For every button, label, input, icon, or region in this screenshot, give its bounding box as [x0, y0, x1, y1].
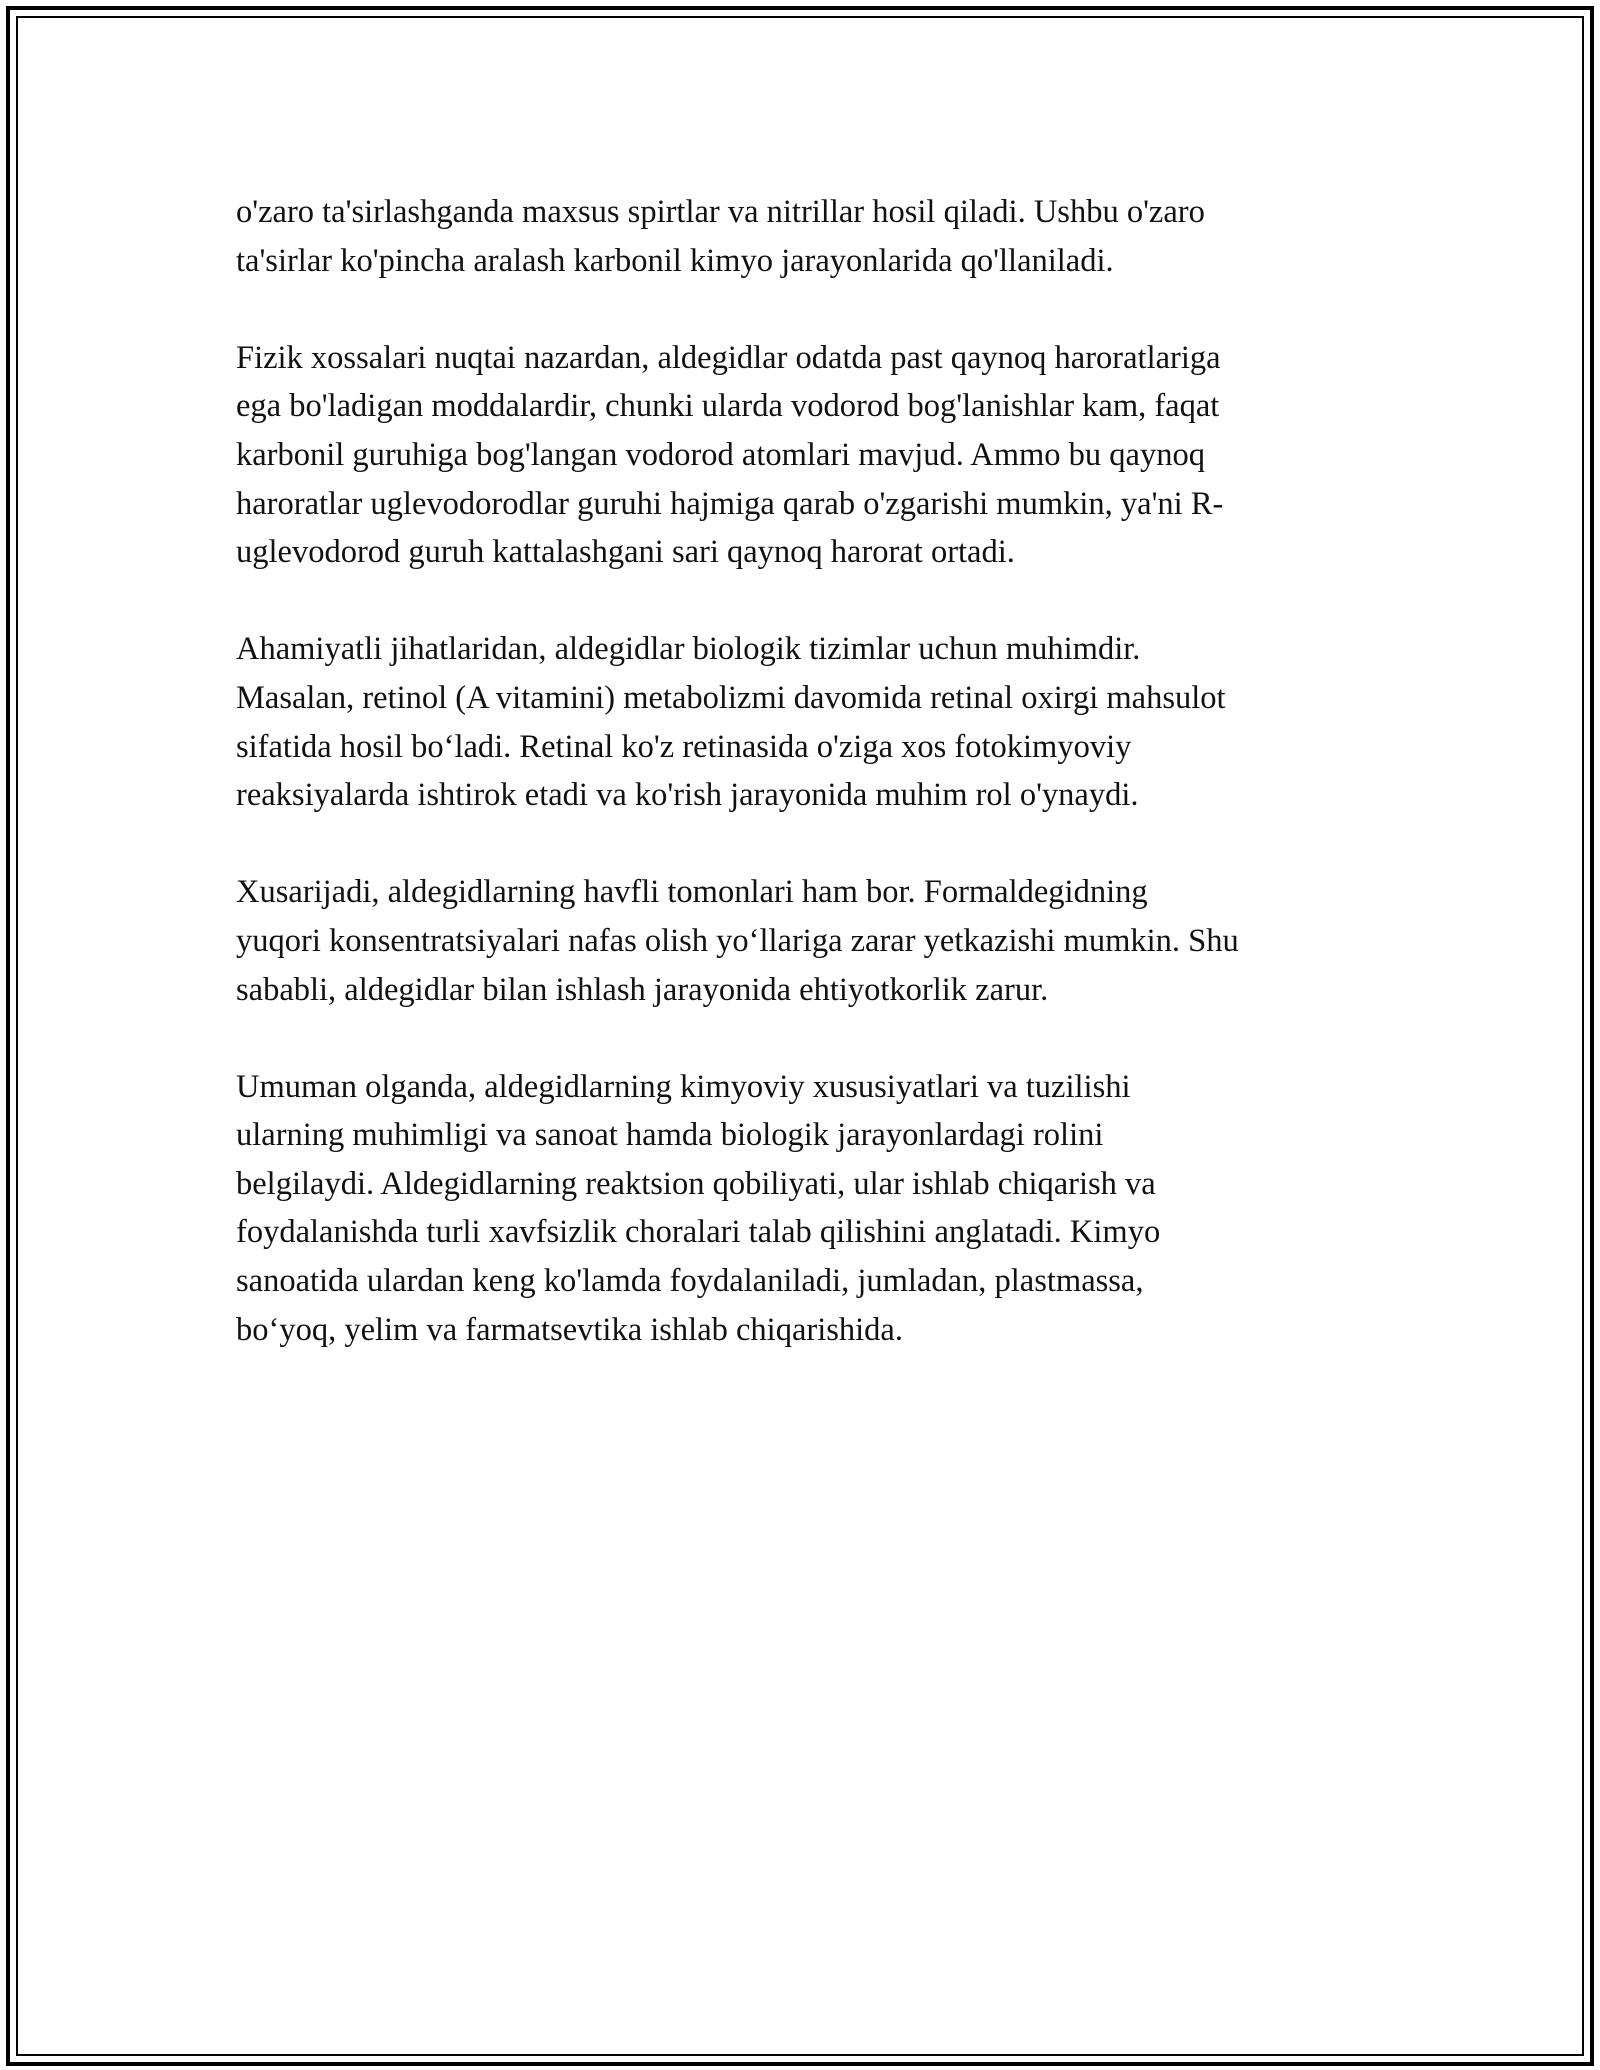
- text-line: Umuman olganda, aldegidlarning kimyoviy xususiyatlari va tuzilishi: [236, 1068, 1131, 1105]
- text-line: Fizik xossalari nuqtai nazardan, aldegidlar odatda past qaynoq haroratlariga: [236, 339, 1221, 376]
- text-line: Ahamiyatli jihatlaridan, aldegidlar biologik tizimlar uchun muhimdir.: [236, 631, 1141, 668]
- text-line: bo‘yoq, yelim va farmatsevtika ishlab chiqarishida.: [236, 1311, 903, 1348]
- text-line: sifatida hosil bo‘ladi. Retinal ko'z retinasida o'ziga xos fotokimyoviy: [236, 728, 1132, 765]
- text-line: ta'sirlar ko'pincha aralash karbonil kimyo jarayonlarida qo'llaniladi.: [236, 242, 1114, 279]
- text-line: yuqori konsentratsiyalari nafas olish yo‘llariga zarar yetkazishi mumkin. Shu: [236, 922, 1239, 959]
- text-line: sababli, aldegidlar bilan ishlash jarayonida ehtiyotkorlik zarur.: [236, 971, 1049, 1008]
- paragraph-conclusion: [236, 1063, 1406, 1355]
- text-line: Xusarijadi, aldegidlarning havfli tomonlari ham bor. Formaldegidning: [236, 874, 1148, 911]
- text-line: ularning muhimligi va sanoat hamda biologik jarayonlardagi rolini: [236, 1117, 1104, 1154]
- paragraph-reactions: [236, 188, 1406, 285]
- text-line: foydalanishda turli xavfsizlik choralari talab qilishini anglatadi. Kimyo: [236, 1214, 1161, 1251]
- paragraph-physical-properties: [236, 334, 1406, 577]
- paragraph-hazards: [236, 868, 1406, 1014]
- text-line: haroratlar uglevodorodlar guruhi hajmiga qarab o'zgarishi mumkin, ya'ni R-: [236, 485, 1224, 522]
- text-line: karbonil guruhiga bog'langan vodorod atomlari mavjud. Ammo bu qaynoq: [236, 436, 1205, 473]
- text-line: o'zaro ta'sirlashganda maxsus spirtlar va nitrillar hosil qiladi. Ushbu o'zaro: [236, 194, 1205, 230]
- paragraph-biological-importance: [236, 625, 1406, 819]
- document-body: [236, 188, 1406, 1403]
- text-line: uglevodorod guruh kattalashgani sari qaynoq harorat ortadi.: [236, 534, 1015, 571]
- text-line: Masalan, retinol (A vitamini) metabolizmi davomida retinal oxirgi mahsulot: [236, 679, 1226, 716]
- text-line: sanoatida ulardan keng ko'lamda foydalaniladi, jumladan, plastmassa,: [236, 1263, 1144, 1300]
- text-line: ega bo'ladigan moddalardir, chunki ularda vodorod bog'lanishlar kam, faqat: [236, 388, 1220, 425]
- text-line: reaksiyalarda ishtirok etadi va ko'rish jarayonida muhim rol o'ynaydi.: [236, 777, 1139, 814]
- text-line: belgilaydi. Aldegidlarning reaktsion qobiliyati, ular ishlab chiqarish va: [236, 1165, 1156, 1202]
